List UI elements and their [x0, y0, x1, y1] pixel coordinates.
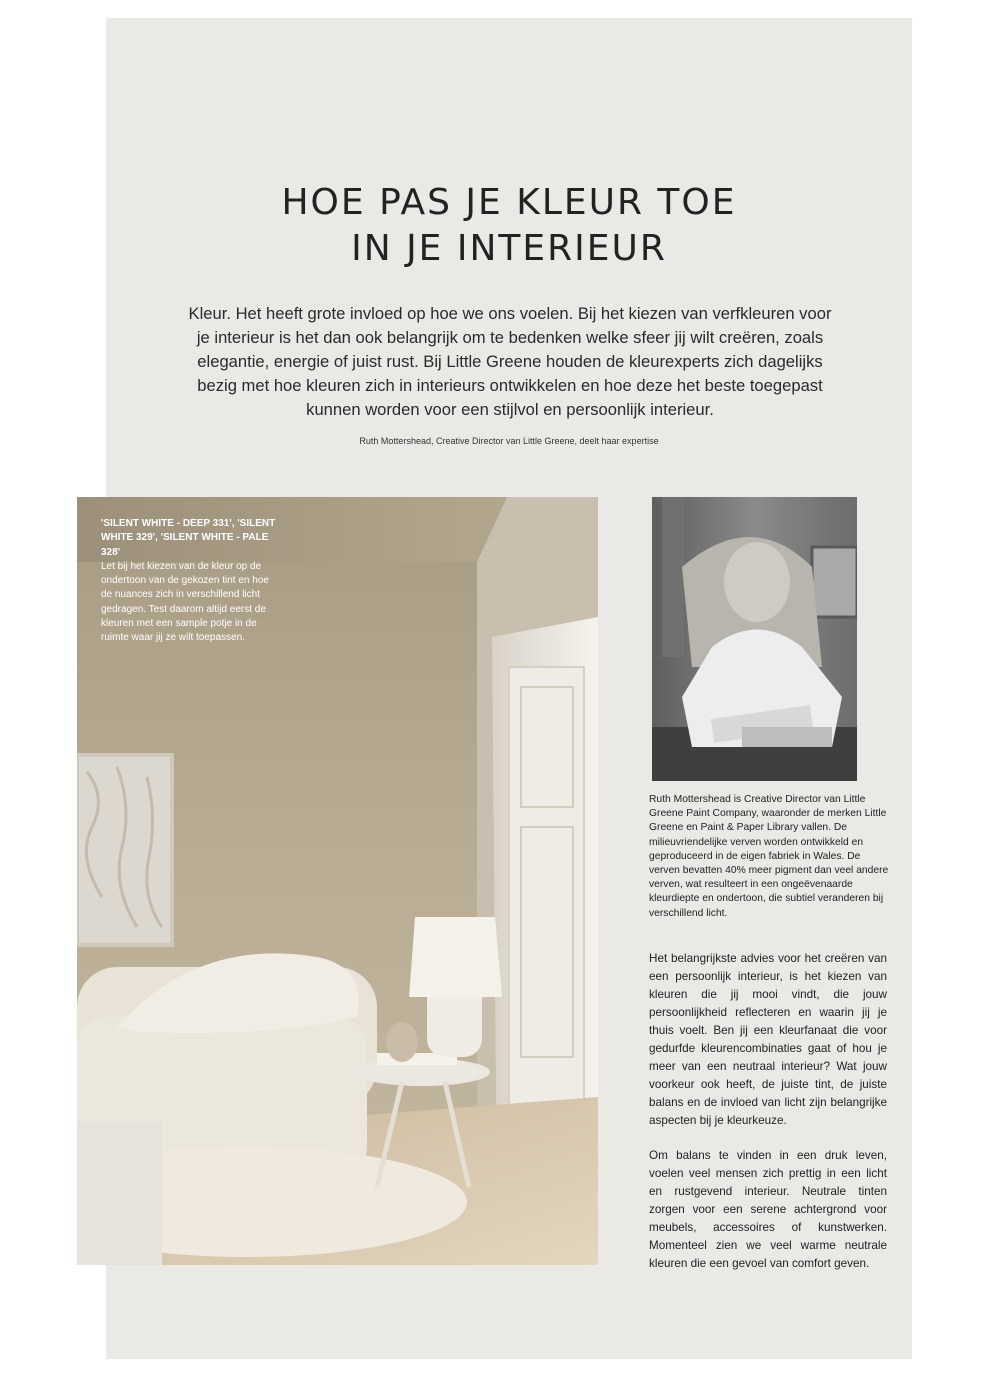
intro-paragraph: Kleur. Het heeft grote invloed op hoe we ons voelen. Bij het kiezen van verfkleuren voor je interieur is het dan ook belangrijk om te bedenken welke sfeer jij wilt creëren, zoals elegantie, energie of juist rust. Bij Little Greene houden de kleurexperts zich dagelijks bezig met hoe kleuren zich in interieurs ontwikkelen en hoe deze het beste toegepast kunnen worden voor een stijlvol en persoonlijk interieur. [188, 304, 832, 419]
body-paragraph-1: Het belangrijkste advies voor het creëren van een persoonlijk interieur, is het kiezen van kleuren die jij mooi vindt, die jouw persoonlijkheid reflecteren en waarin jij je thuis voelt. Ben jij een kleurfanaat die voor gedurfde kleurencombinaties gaat of hou je meer van een neutraal interieur? Wat jouw voorkeur ook heeft, de juiste tint, de juiste balans en de invloed van licht zijn belangrijke aspecten bij je kleurkeuze. [649, 952, 887, 1127]
title-line-1: HOE PAS JE KLEUR TOE [281, 182, 737, 223]
page-title [106, 180, 912, 272]
room-photo-caption [101, 517, 276, 646]
bio-caption: Ruth Mottershead is Creative Director van Little Greene Paint Company, waaronder de merken Little Greene en Paint & Paper Library vallen. De milieuvriendelijke verven worden ontwikkeld en geproduceerd in de eigen fabriek in Wales. De verven bevatten 40% meer pigment dan veel andere verven, wat resulteert in een ongeëvenaarde kleurdiepte en ondertoon, die subtiel veranderen bij verschillend licht. [649, 794, 889, 919]
body-paragraph-2: Om balans te vinden in een druk leven, voelen veel mensen zich prettig in een licht en rustgevend interieur. Neutrale tinten zorgen voor een serene achtergrond voor meubels, accessoires of kunstwerken. Momenteel zien we veel warme neutrale kleuren die een gevoel van comfort geven. [649, 1149, 887, 1270]
portrait-photo [652, 497, 857, 781]
byline: Ruth Mottershead, Creative Director van Little Greene, deelt haar expertise [359, 436, 659, 446]
room-caption-title: 'SILENT WHITE - DEEP 331', 'SILENT WHITE 329', 'SILENT WHITE - PALE 328' [101, 518, 276, 558]
room-caption-text: Let bij het kiezen van de kleur op de ondertoon van de gekozen tint en hoe de nuances zich in verschillend licht gedragen. Test daarom altijd eerst de kleuren met een sample potje in de ruimte waar jij ze wilt toepassen. [101, 560, 269, 644]
title-line-2: IN JE INTERIEUR [351, 228, 667, 269]
